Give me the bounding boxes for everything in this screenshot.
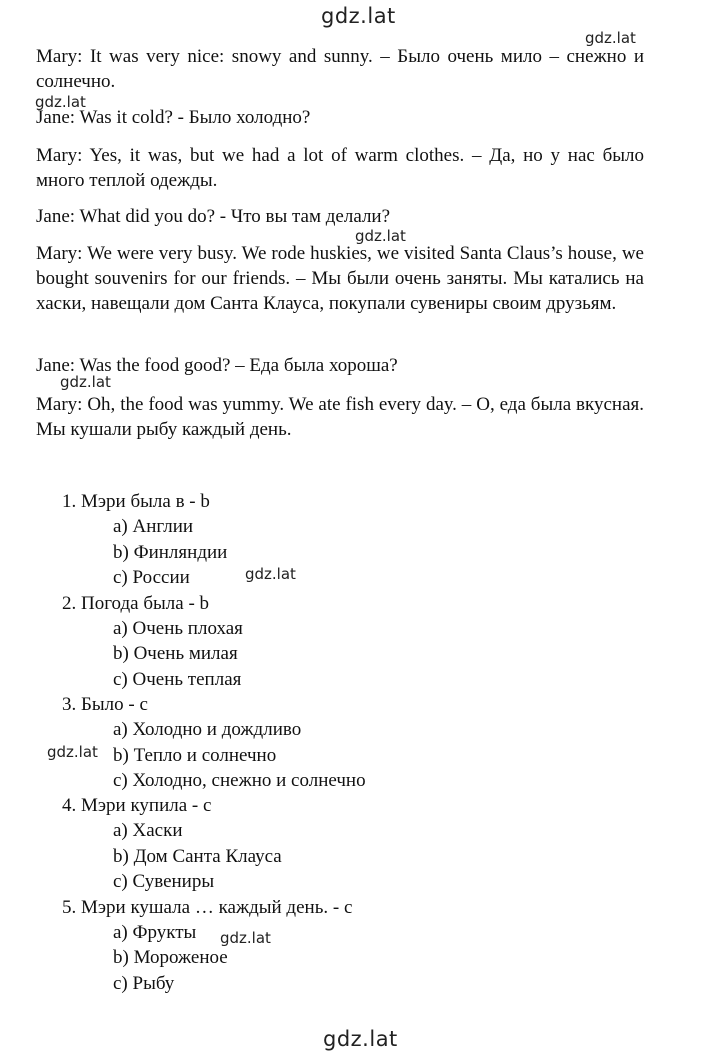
dialogue-line: Jane: Was it cold? - Было холодно? bbox=[36, 107, 311, 128]
answer-option: a) Хаски bbox=[113, 820, 183, 841]
watermark-bottom: gdz.lat bbox=[323, 1027, 398, 1051]
watermark-top: gdz.lat bbox=[321, 4, 396, 28]
answer-option: b) Тепло и солнечно bbox=[113, 745, 277, 766]
answer-option: a) Холодно и дождливо bbox=[113, 719, 302, 740]
answer-option: c) Рыбу bbox=[113, 973, 175, 994]
question-item: 1. Мэри была в - b bbox=[62, 491, 210, 512]
question-item: 5. Мэри кушала … каждый день. - c bbox=[62, 897, 353, 918]
answer-option: c) Очень теплая bbox=[113, 669, 242, 690]
answer-option: c) России bbox=[113, 567, 190, 588]
dialogue-line: Jane: Was the food good? – Еда была хороша? bbox=[36, 355, 398, 376]
answer-option: c) Сувениры bbox=[113, 871, 215, 892]
answer-option: c) Холодно, снежно и солнечно bbox=[113, 770, 366, 791]
watermark: gdz.lat bbox=[220, 929, 271, 947]
dialogue-line: Mary: Oh, the food was yummy. We ate fish every day. – О, еда была вкусная. Мы кушали рыбу каждый день. bbox=[36, 394, 644, 440]
watermark: gdz.lat bbox=[585, 29, 636, 47]
dialogue-line: Mary: Yes, it was, but we had a lot of warm clothes. – Да, но у нас было много теплой одежды. bbox=[36, 145, 644, 191]
question-item: 4. Мэри купила - c bbox=[62, 795, 212, 816]
dialogue-line: Mary: We were very busy. We rode huskies, we visited Santa Claus’s house, we bought souvenirs for our friends. – Мы были очень заняты. Мы катались на хаски, навещали дом Санта Клауса, покупали сувениры своим друзьям. bbox=[36, 243, 644, 314]
watermark: gdz.lat bbox=[35, 93, 86, 111]
watermark: gdz.lat bbox=[245, 565, 296, 583]
question-item: 2. Погода была - b bbox=[62, 593, 210, 614]
answer-option: b) Очень милая bbox=[113, 643, 238, 664]
watermark: gdz.lat bbox=[60, 373, 111, 391]
question-item: 3. Было - c bbox=[62, 694, 148, 715]
dialogue-line: Jane: What did you do? - Что вы там делали? bbox=[36, 206, 391, 227]
answer-option: b) Мороженое bbox=[113, 947, 228, 968]
answer-option: a) Фрукты bbox=[113, 922, 197, 943]
dialogue-line: Mary: It was very nice: snowy and sunny. – Было очень мило – снежно и солнечно. bbox=[36, 46, 644, 92]
answer-option: b) Финляндии bbox=[113, 542, 228, 563]
watermark: gdz.lat bbox=[355, 227, 406, 245]
answer-option: a) Очень плохая bbox=[113, 618, 243, 639]
watermark: gdz.lat bbox=[47, 743, 98, 761]
answer-option: a) Англии bbox=[113, 516, 194, 537]
answer-option: b) Дом Санта Клауса bbox=[113, 846, 282, 867]
